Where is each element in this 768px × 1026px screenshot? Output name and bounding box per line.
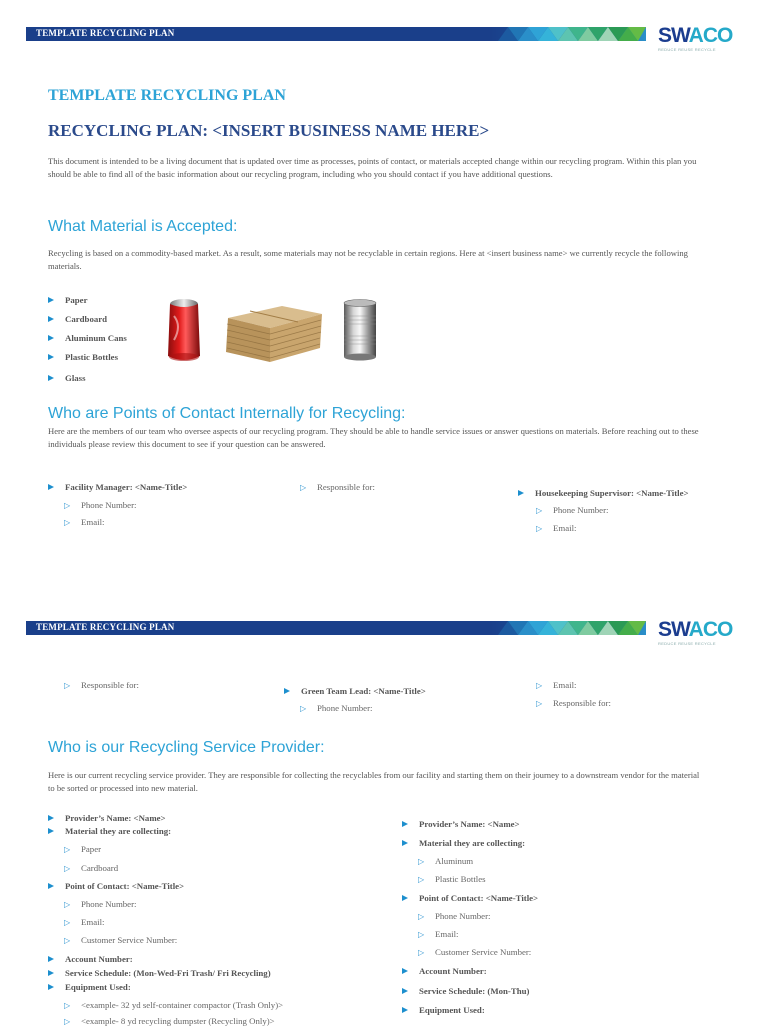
facility-manager-item: Facility Manager: <Name-Title> <box>48 482 187 492</box>
bullet-icon <box>402 840 408 846</box>
bullet-icon <box>48 484 54 490</box>
provider-material-sub: ▷ Plastic Bottles <box>418 874 486 884</box>
contacts-heading: Who are Points of Contact Internally for Recycling: <box>48 405 406 422</box>
hollow-bullet-icon: ▷ <box>418 874 425 884</box>
hollow-bullet-icon: ▷ <box>536 523 543 533</box>
provider-contact-item: Point of Contact: <Name-Title> <box>48 881 184 891</box>
header-triangle-strip <box>498 27 646 41</box>
bullet-icon <box>48 984 54 990</box>
provider-email: ▷ Email: <box>418 929 459 939</box>
facility-manager-email: ▷ Email: <box>64 517 105 527</box>
hollow-bullet-icon: ▷ <box>64 1016 71 1026</box>
hollow-bullet-icon: ▷ <box>64 680 71 690</box>
document-title: TEMPLATE RECYCLING PLAN <box>48 87 286 104</box>
bullet-icon <box>402 821 408 827</box>
logo-tagline: REDUCE REUSE RECYCLE <box>658 47 716 52</box>
bullet-icon <box>48 316 54 322</box>
tin-can-image <box>340 298 380 362</box>
bullet-icon <box>402 968 408 974</box>
hollow-bullet-icon: ▷ <box>536 680 543 690</box>
hollow-bullet-icon: ▷ <box>64 917 71 927</box>
contacts-paragraph: Here are the members of our team who oversee aspects of our recycling program. They should be able to handle service issues or answer questions on materials. Before reaching out to these individuals please review this document to see if your question can be answered. <box>48 426 699 449</box>
green-team-lead-item: Green Team Lead: <Name-Title> <box>284 686 426 696</box>
bullet-icon <box>48 335 54 341</box>
material-item: Glass <box>48 373 86 383</box>
logo-wordmark: SWACO <box>658 618 733 641</box>
provider-equipment-sub: ▷ <example- 8 yd recycling dumpster (Recycling Only)> <box>64 1016 275 1026</box>
bullet-icon <box>48 815 54 821</box>
bullet-icon <box>402 895 408 901</box>
header-title: TEMPLATE RECYCLING PLAN <box>36 622 175 632</box>
material-item: Plastic Bottles <box>48 352 118 362</box>
provider-name-item: Provider’s Name: <Name> <box>402 819 520 829</box>
green-team-phone: ▷ Phone Number: <box>300 703 373 713</box>
provider-equipment-sub: ▷ <example- 32 yd self-container compactor (Trash Only)> <box>64 1000 284 1010</box>
intro-paragraph: This document is intended to be a living document that is updated over time as processes, points of contact, or materials accepted change within our recycling program. Within this plan you should be able to find all of the basic information about our recycling program, including who you should contact if you have additional questions. <box>48 156 697 179</box>
bullet-icon <box>402 988 408 994</box>
hollow-bullet-icon: ▷ <box>536 698 543 708</box>
page-header <box>0 0 768 52</box>
provider-heading: Who is our Recycling Service Provider: <box>48 739 325 756</box>
facility-manager-phone: ▷ Phone Number: <box>64 500 137 510</box>
provider-equipment-item: Equipment Used: <box>402 1005 485 1015</box>
bullet-icon <box>48 956 54 962</box>
provider-contact-item: Point of Contact: <Name-Title> <box>402 893 538 903</box>
provider-schedule-item: Service Schedule: (Mon-Thu) <box>402 986 529 996</box>
provider-account-item: Account Number: <box>402 966 487 976</box>
logo-wordmark: SWACO <box>658 24 733 47</box>
provider-phone: ▷ Phone Number: <box>64 899 137 909</box>
hollow-bullet-icon: ▷ <box>64 863 71 873</box>
swaco-logo <box>658 26 732 52</box>
housekeeping-responsible: ▷ Responsible for: <box>536 698 611 708</box>
material-item: Paper <box>48 295 87 305</box>
hollow-bullet-icon: ▷ <box>64 517 71 527</box>
provider-material-sub: ▷ Cardboard <box>64 863 119 873</box>
material-item: Cardboard <box>48 314 107 324</box>
bullet-icon <box>48 828 54 834</box>
hollow-bullet-icon: ▷ <box>64 844 71 854</box>
housekeeping-email: ▷ Email: <box>536 523 577 533</box>
materials-heading: What Material is Accepted: <box>48 218 238 235</box>
hollow-bullet-icon: ▷ <box>64 500 71 510</box>
provider-phone: ▷ Phone Number: <box>418 911 491 921</box>
facility-manager-responsible-cont: ▷ Responsible for: <box>64 680 139 690</box>
header-title: TEMPLATE RECYCLING PLAN <box>36 28 175 38</box>
provider-material-sub: ▷ Paper <box>64 844 102 854</box>
bullet-icon <box>48 883 54 889</box>
header-triangle-strip <box>498 621 646 635</box>
cardboard-stack-image <box>222 302 326 366</box>
soda-can-image <box>160 296 206 364</box>
bullet-icon <box>402 1007 408 1013</box>
logo-tagline: REDUCE REUSE RECYCLE <box>658 641 716 646</box>
provider-paragraph: Here is our current recycling service provider. They are responsible for collecting the recyclables from our facility and starting them on their journey to a downstream vendor for the material to be sorted or processed into new material. <box>48 770 700 793</box>
provider-account-item: Account Number: <box>48 954 133 964</box>
hollow-bullet-icon: ▷ <box>418 929 425 939</box>
hollow-bullet-icon: ▷ <box>64 1000 71 1010</box>
provider-material-sub: ▷ Aluminum <box>418 856 474 866</box>
hollow-bullet-icon: ▷ <box>300 703 307 713</box>
material-item: Aluminum Cans <box>48 333 127 343</box>
hollow-bullet-icon: ▷ <box>418 856 425 866</box>
housekeeping-phone: ▷ Phone Number: <box>536 505 609 515</box>
housekeeping-supervisor-item: Housekeeping Supervisor: <Name-Title> <box>518 488 689 498</box>
provider-email: ▷ Email: <box>64 917 105 927</box>
hollow-bullet-icon: ▷ <box>64 935 71 945</box>
hollow-bullet-icon: ▷ <box>418 947 425 957</box>
housekeeping-email-cont: ▷ Email: <box>536 680 577 690</box>
swaco-logo <box>658 620 732 646</box>
facility-manager-responsible: ▷ Responsible for: <box>300 482 375 492</box>
bullet-icon <box>48 297 54 303</box>
bullet-icon <box>48 375 54 381</box>
hollow-bullet-icon: ▷ <box>64 899 71 909</box>
provider-schedule-item: Service Schedule: (Mon-Wed-Fri Trash/ Fri Recycling) <box>48 968 271 978</box>
bullet-icon <box>48 970 54 976</box>
page-header <box>0 594 768 646</box>
bullet-icon <box>518 490 524 496</box>
provider-customer-service: ▷ Customer Service Number: <box>418 947 532 957</box>
hollow-bullet-icon: ▷ <box>300 482 307 492</box>
hollow-bullet-icon: ▷ <box>418 911 425 921</box>
provider-name-item: Provider’s Name: <Name> <box>48 813 166 823</box>
bullet-icon <box>48 354 54 360</box>
hollow-bullet-icon: ▷ <box>536 505 543 515</box>
provider-customer-service: ▷ Customer Service Number: <box>64 935 178 945</box>
plan-title: RECYCLING PLAN: <INSERT BUSINESS NAME HERE> <box>48 121 490 140</box>
materials-paragraph: Recycling is based on a commodity-based market. As a result, some materials may not be recyclable in certain regions. Here at <insert business name> we currently recycle the following materials. <box>48 248 688 271</box>
provider-material-item: Material they are collecting: <box>402 838 525 848</box>
provider-equipment-item: Equipment Used: <box>48 982 131 992</box>
bullet-icon <box>284 688 290 694</box>
provider-material-item: Material they are collecting: <box>48 826 171 836</box>
